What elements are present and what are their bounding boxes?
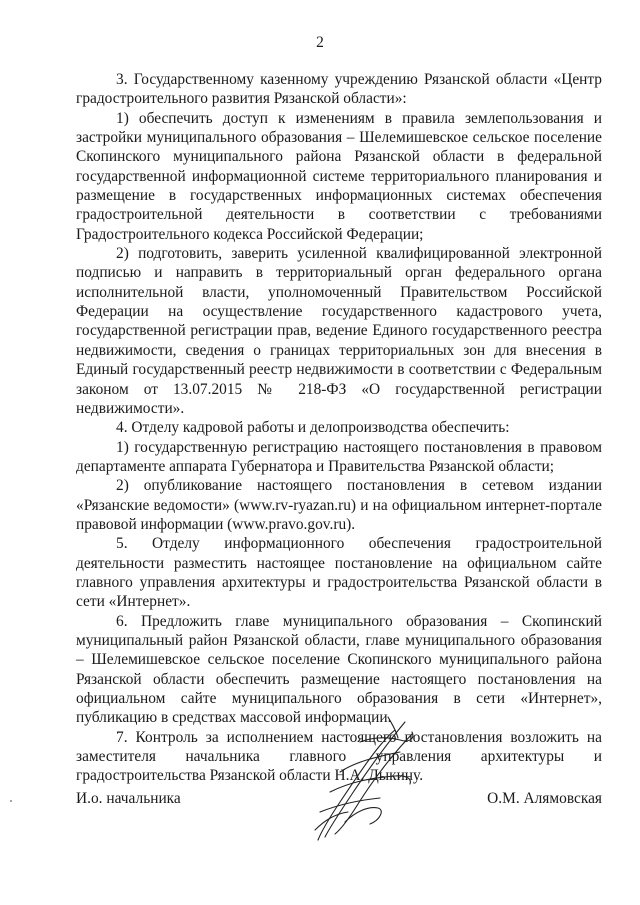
paragraph-5: 5. Отделу информационного обеспечения градостроительной деятельности разместить настоящее постановление на официальном сайте главного управления архитектуры и градостроительства Рязанской области в сети «Интернет». <box>76 535 602 611</box>
paragraph-3-1: 1) обеспечить доступ к изменениям в правила землепользования и застройки муниципального образования – Шелемишевское сельское поселение Скопинского муниципального района Рязанской области в федеральной государственной информационной системе территориального планирования и размещение в государственных информационных системах обеспечения градостроительной деятельности в соответствии с требованиями Градостроительного кодекса Российской Федерации; <box>76 109 602 243</box>
signatory-name: О.М. Алямовская <box>487 790 602 807</box>
paragraph-4: 4. Отделу кадровой работы и делопроизводства обеспечить: <box>116 419 510 437</box>
signatory-position: И.о. начальника <box>76 790 181 807</box>
margin-dot <box>10 800 12 802</box>
paragraph-3-2: 2) подготовить, заверить усиленной квалифицированной электронной подписью и направить в территориальный орган федерального органа исполнительной власти, уполномоченный Правительством Российской Федерации на осуществление государственного кадастрового учета, государственной регистрации прав, ведение Единого государственного реестра недвижимости, сведения о границах территориальных зон для внесения в Единый государственный реестр недвижимости в соответствии с Федеральным законом от 13.07.2015 № 218-ФЗ «О государственной регистрации недвижимости». <box>76 245 602 417</box>
paragraph-3: 3. Государственному казенному учреждению Рязанской области «Центр градостроительного развития Рязанской области»: <box>76 71 602 108</box>
paragraph-7: 7. Контроль за исполнением настоящего постановления возложить на заместителя начальника главного управления архитектуры и градостроительства Рязанской области Н.А. Дыкину. <box>76 728 602 785</box>
paragraph-4-2: 2) опубликование настоящего постановления в сетевом издании «Рязанские ведомости» (www.rv-ryazan.ru) и на официальном интернет-портале правовой информации (www.pravo.gov.ru). <box>76 477 602 533</box>
paragraph-6: 6. Предложить главе муниципального образования – Скопинский муниципальный район Рязанской области, главе муниципального образования – Шелемишевское сельское поселение Скопинского муниципального района Рязанской области обеспечить размещение настоящего постановления на официальном сайте муниципального образования в сети «Интернет», публикацию в средствах массовой информации. <box>76 612 602 727</box>
page-number: 2 <box>316 34 324 51</box>
handwritten-signature <box>300 712 430 847</box>
document-body <box>76 70 602 786</box>
paragraph-4-1: 1) государственную регистрацию настоящего постановления в правовом департаменте аппарата Губернатора и Правительства Рязанской области; <box>76 438 602 475</box>
